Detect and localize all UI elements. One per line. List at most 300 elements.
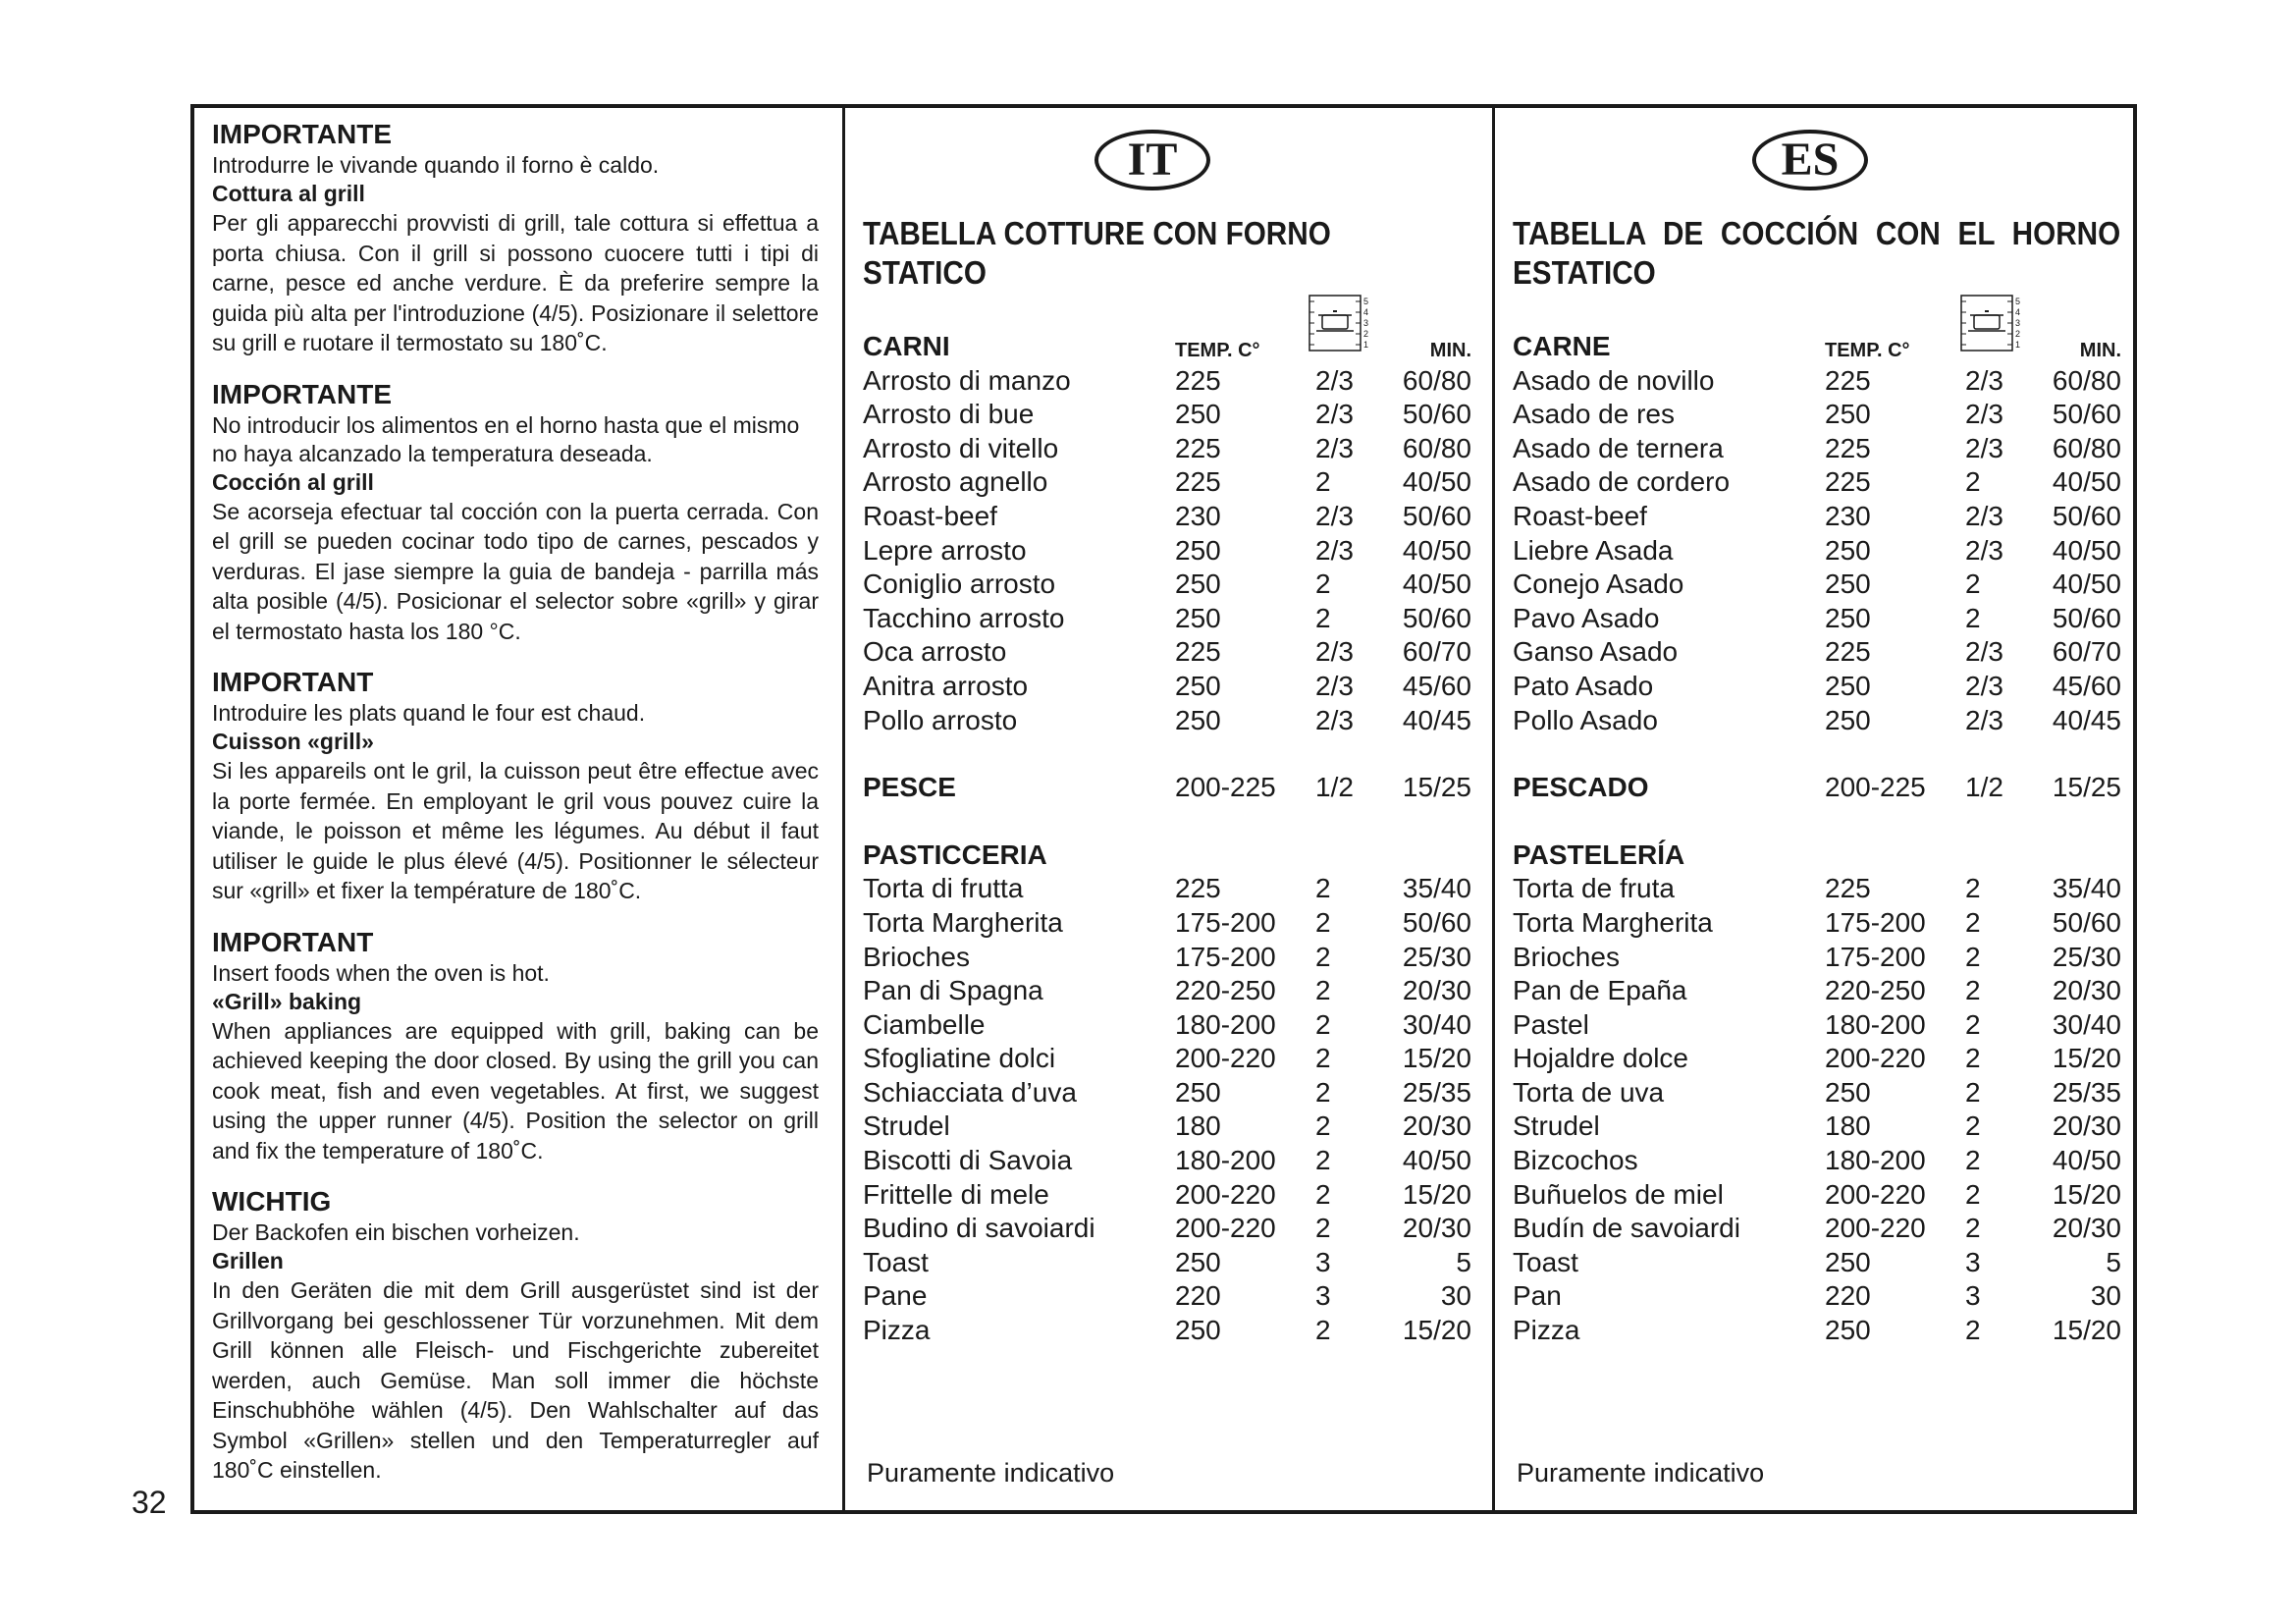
shelf-level: 1/2 <box>1315 772 1354 803</box>
note-intro: No introducir los alimentos en el horno hasta que el mismo no haya alcanzado la temperatura deseada. <box>212 411 800 466</box>
dish-name: Roast-beef <box>1513 500 1647 531</box>
table-row <box>1513 872 2121 906</box>
temperature: 225 <box>1825 432 1871 463</box>
temp-column-header: TEMP. C° <box>1175 340 1260 361</box>
note-body: In den Geräten die mit dem Grill ausgerüstet sind ist der Grillvorgang bei geschlossener Tür vorzunehmen. Mit dem Grill können alle Fleisch- und Fischgerichte zubereitet werden, auch Gemüse. Man soll immer die höchste Einschubhöhe wählen (4/5). Den Wahlschalter auf das Symbol «Grillen» stellen und den Temperaturregler auf 180˚C einstellen. <box>212 1277 819 1483</box>
temperature: 250 <box>1825 1315 1871 1346</box>
oven-level-label: 4 <box>2015 307 2021 317</box>
minutes: 30/40 <box>1402 1008 1471 1040</box>
note-body: Se acorseja efectuar tal cocción con la puerta cerrada. Con el grill se pueden cocinar todo tipo de carnes, pescados y verduras. El jase siempre la guia de bandeja - parrilla más alta posible (4/5). Posicionar el selector sobre «grill» y girar el termostato hasta los 180 °C. <box>212 498 819 644</box>
table-row <box>863 1144 1471 1178</box>
shelf-level: 2 <box>1965 1178 1981 1210</box>
table-row <box>863 432 1471 466</box>
section-heading-row <box>1513 839 2121 873</box>
notes-list <box>212 118 819 1505</box>
table-row <box>1513 974 2121 1008</box>
shelf-level: 2 <box>1315 975 1331 1006</box>
dish-name: Arrosto agnello <box>863 466 1048 498</box>
table-row <box>1513 398 2121 432</box>
spanish-table-column <box>1495 108 2137 1510</box>
notes-column <box>194 108 845 1510</box>
table-row <box>863 1246 1471 1280</box>
temperature: 250 <box>1825 1076 1871 1108</box>
dish-name: Coniglio arrosto <box>863 568 1056 600</box>
minutes: 60/70 <box>2052 636 2121 668</box>
shelf-level: 2 <box>1315 568 1331 600</box>
temperature: 220-250 <box>1825 975 1926 1006</box>
minutes: 40/50 <box>1402 1145 1471 1176</box>
shelf-level: 2/3 <box>1315 704 1354 735</box>
minutes: 40/50 <box>2052 534 2121 566</box>
table-row <box>1513 1144 2121 1178</box>
minutes: 25/30 <box>2052 941 2121 972</box>
dish-name: Torta di frutta <box>863 873 1024 904</box>
note-heading: IMPORTANTE <box>212 378 393 409</box>
shelf-level: 2/3 <box>1965 636 2003 668</box>
temperature: 250 <box>1825 1246 1871 1277</box>
footnote: Puramente indicativo <box>867 1458 1115 1488</box>
table-row <box>863 941 1471 975</box>
oven-level-label: 4 <box>1363 307 1369 317</box>
note-heading: IMPORTANTE <box>212 119 393 149</box>
dish-name: Pastel <box>1513 1008 1589 1040</box>
shelf-level: 2/3 <box>1965 432 2003 463</box>
minutes: 50/60 <box>1402 399 1471 430</box>
minutes: 20/30 <box>2052 975 2121 1006</box>
shelf-level: 2 <box>1965 466 1981 498</box>
temperature: 225 <box>1175 364 1221 396</box>
table-row <box>863 398 1471 432</box>
note-it <box>212 118 819 358</box>
shelf-level: 2 <box>1315 1076 1331 1108</box>
table-row <box>863 568 1471 602</box>
table-row <box>1513 906 2121 941</box>
shelf-level: 2 <box>1965 906 1981 938</box>
minutes: 35/40 <box>2052 873 2121 904</box>
temperature: 220 <box>1175 1280 1221 1312</box>
table-row <box>863 974 1471 1008</box>
shelf-level: 2 <box>1965 602 1981 633</box>
minutes: 15/20 <box>2052 1178 2121 1210</box>
minutes: 45/60 <box>2052 670 2121 701</box>
temperature: 180-200 <box>1825 1008 1926 1040</box>
shelf-level: 2 <box>1965 1213 1981 1244</box>
dish-name: Biscotti di Savoia <box>863 1145 1073 1176</box>
minutes: 50/60 <box>1402 602 1471 633</box>
minutes: 15/25 <box>2052 772 2121 803</box>
shelf-level: 2/3 <box>1965 704 2003 735</box>
dish-name: Asado de cordero <box>1513 466 1731 498</box>
note-intro: Introdurre le vivande quando il forno è caldo. <box>212 152 660 178</box>
table-row <box>863 872 1471 906</box>
table-row <box>1513 1042 2121 1076</box>
temperature: 200-220 <box>1175 1213 1276 1244</box>
oven-level-label: 2 <box>2015 329 2021 339</box>
shelf-level: 2/3 <box>1315 500 1354 531</box>
page-number: 32 <box>132 1485 167 1520</box>
note-es <box>212 378 819 647</box>
minutes: 25/35 <box>1402 1076 1471 1108</box>
temperature: 250 <box>1175 568 1221 600</box>
table-row <box>863 1279 1471 1314</box>
shelf-level: 2 <box>1965 1110 1981 1142</box>
shelf-level: 2 <box>1315 466 1331 498</box>
note-en <box>212 926 819 1166</box>
temperature: 230 <box>1175 500 1221 531</box>
dish-name: Arrosto di manzo <box>863 364 1071 396</box>
oven-level-label: 1 <box>1363 340 1369 350</box>
temperature: 220 <box>1825 1280 1871 1312</box>
table-row <box>863 1178 1471 1213</box>
table-title: TABELLA COTTURE CON FORNO STATICO <box>863 215 1331 291</box>
table-row <box>1513 1110 2121 1144</box>
minutes: 15/20 <box>2052 1315 2121 1346</box>
temperature: 180-200 <box>1175 1008 1276 1040</box>
temperature: 200-220 <box>1175 1178 1276 1210</box>
dish-name: Brioches <box>863 941 970 972</box>
dish-name: Asado de novillo <box>1513 364 1715 396</box>
dish-name: Pavo Asado <box>1513 602 1660 633</box>
shelf-level: 2/3 <box>1315 432 1354 463</box>
temperature: 200-225 <box>1825 772 1926 803</box>
table-row <box>1513 364 2121 399</box>
table-header-row <box>863 330 1471 364</box>
shelf-level: 2/3 <box>1315 670 1354 701</box>
dish-name: Pan di Spagna <box>863 975 1043 1006</box>
dish-name: Liebre Asada <box>1513 534 1674 566</box>
section-spacer <box>863 805 1471 839</box>
table-row <box>863 465 1471 500</box>
dish-name: Asado de res <box>1513 399 1675 430</box>
minutes: 30 <box>2090 1280 2121 1312</box>
language-badge-it: IT <box>1095 130 1210 190</box>
table-row <box>1513 1076 2121 1110</box>
shelf-level: 2/3 <box>1965 670 2003 701</box>
shelf-level: 2 <box>1315 1315 1331 1346</box>
dish-name: Strudel <box>863 1110 950 1142</box>
section-spacer <box>1513 737 2121 771</box>
table-row <box>863 364 1471 399</box>
note-heading: WICHTIG <box>212 1186 332 1217</box>
dish-name: Torta Margherita <box>863 906 1063 938</box>
dish-name: Buñuelos de miel <box>1513 1178 1724 1210</box>
temperature: 250 <box>1175 534 1221 566</box>
minutes: 40/50 <box>2052 466 2121 498</box>
dish-name: Budín de savoiardi <box>1513 1213 1740 1244</box>
section-heading: PASTELERÍA <box>1513 839 1685 870</box>
table-row <box>1513 670 2121 704</box>
table-row <box>863 906 1471 941</box>
minutes: 60/80 <box>2052 432 2121 463</box>
table-row <box>1513 1178 2121 1213</box>
minutes: 45/60 <box>1402 670 1471 701</box>
shelf-level: 3 <box>1315 1246 1331 1277</box>
dish-name: PESCADO <box>1513 772 1649 803</box>
dish-name: Pizza <box>863 1315 931 1346</box>
shelf-level: 2 <box>1965 975 1981 1006</box>
dish-name: Budino di savoiardi <box>863 1213 1095 1244</box>
temperature: 200-225 <box>1175 772 1276 803</box>
dish-name: Anitra arrosto <box>863 670 1029 701</box>
minutes: 15/20 <box>1402 1043 1471 1074</box>
note-intro: Introduire les plats quand le four est chaud. <box>212 700 646 726</box>
table-row <box>863 1212 1471 1246</box>
cooking-table <box>863 330 1471 1348</box>
minutes: 20/30 <box>1402 1213 1471 1244</box>
temperature: 225 <box>1175 873 1221 904</box>
table-header-row <box>1513 330 2121 364</box>
minutes: 30/40 <box>2052 1008 2121 1040</box>
shelf-level: 3 <box>1965 1280 1981 1312</box>
note-fr <box>212 666 819 906</box>
minutes: 60/80 <box>2052 364 2121 396</box>
temperature: 200-220 <box>1825 1213 1926 1244</box>
table-row <box>1513 1279 2121 1314</box>
oven-level-label: 3 <box>1363 318 1369 328</box>
dish-name: Strudel <box>1513 1110 1600 1142</box>
dish-name: Pollo Asado <box>1513 704 1658 735</box>
temperature: 250 <box>1825 602 1871 633</box>
dish-name: Pollo arrosto <box>863 704 1018 735</box>
shelf-level: 2 <box>1965 1043 1981 1074</box>
temperature: 175-200 <box>1825 941 1926 972</box>
shelf-level: 3 <box>1315 1280 1331 1312</box>
note-subheading: Cottura al grill <box>212 181 365 206</box>
temperature: 250 <box>1175 1076 1221 1108</box>
dish-name: Torta Margherita <box>1513 906 1713 938</box>
dish-name: Conejo Asado <box>1513 568 1684 600</box>
note-intro: Der Backofen ein bischen vorheizen. <box>212 1219 580 1245</box>
temperature: 250 <box>1175 1315 1221 1346</box>
shelf-level: 1/2 <box>1965 772 2003 803</box>
dish-name: Lepre arrosto <box>863 534 1027 566</box>
temperature: 180-200 <box>1175 1145 1276 1176</box>
shelf-level: 2/3 <box>1315 534 1354 566</box>
section-heading: CARNI <box>863 331 950 361</box>
table-row <box>1513 704 2121 738</box>
shelf-level: 2 <box>1965 1076 1981 1108</box>
table-row <box>1513 1246 2121 1280</box>
dish-name: Sfogliatine dolci <box>863 1043 1056 1074</box>
minutes: 5 <box>2106 1246 2121 1277</box>
temperature: 250 <box>1175 704 1221 735</box>
italian-table-column <box>845 108 1495 1510</box>
shelf-level: 2/3 <box>1965 364 2003 396</box>
minutes: 50/60 <box>2052 399 2121 430</box>
section-spacer <box>863 737 1471 771</box>
table-row <box>1513 1008 2121 1043</box>
table-row <box>863 635 1471 670</box>
table-row <box>863 704 1471 738</box>
dish-name: Brioches <box>1513 941 1620 972</box>
shelf-level: 2 <box>1315 1043 1331 1074</box>
minutes: 15/20 <box>2052 1043 2121 1074</box>
language-badge-es: ES <box>1752 130 1868 190</box>
minutes: 20/30 <box>2052 1110 2121 1142</box>
dish-name: Pato Asado <box>1513 670 1654 701</box>
dish-name: Pan de Epaña <box>1513 975 1687 1006</box>
minutes: 40/50 <box>1402 466 1471 498</box>
temperature: 220-250 <box>1175 975 1276 1006</box>
minutes: 20/30 <box>2052 1213 2121 1244</box>
shelf-level: 2/3 <box>1965 399 2003 430</box>
temperature: 225 <box>1175 466 1221 498</box>
minutes: 50/60 <box>2052 906 2121 938</box>
minutes: 20/30 <box>1402 975 1471 1006</box>
table-row <box>1513 432 2121 466</box>
dish-name: Pane <box>863 1280 928 1312</box>
shelf-level: 2 <box>1965 1145 1981 1176</box>
minutes: 60/80 <box>1402 364 1471 396</box>
dish-name: Asado de ternera <box>1513 432 1724 463</box>
cooking-table-frame <box>190 104 2137 1514</box>
shelf-level: 2 <box>1965 1008 1981 1040</box>
temperature: 180-200 <box>1825 1145 1926 1176</box>
temperature: 250 <box>1825 704 1871 735</box>
minutes: 20/30 <box>1402 1110 1471 1142</box>
minutes: 60/70 <box>1402 636 1471 668</box>
shelf-level: 2 <box>1965 941 1981 972</box>
minutes: 15/20 <box>1402 1178 1471 1210</box>
dish-name: Roast-beef <box>863 500 997 531</box>
note-body: When appliances are equipped with grill, baking can be achieved keeping the door closed. By using the grill you can cook meat, fish and even vegetables. At first, we suggest using the upper runner (4/5). Position the selector on grill and fix the temperature of 180˚C. <box>212 1017 819 1164</box>
shelf-level: 2 <box>1965 873 1981 904</box>
dish-name: Ganso Asado <box>1513 636 1679 668</box>
shelf-level: 2 <box>1315 873 1331 904</box>
minutes: 40/50 <box>1402 568 1471 600</box>
minutes: 60/80 <box>1402 432 1471 463</box>
oven-level-label: 2 <box>1363 329 1369 339</box>
dish-name: Hojaldre dolce <box>1513 1043 1688 1074</box>
note-heading: IMPORTANT <box>212 926 374 957</box>
shelf-level: 2 <box>1315 1110 1331 1142</box>
dish-name: Bizcochos <box>1513 1145 1638 1176</box>
temperature: 250 <box>1175 399 1221 430</box>
table-row <box>1513 941 2121 975</box>
oven-level-label: 3 <box>2015 318 2021 328</box>
table-row <box>863 1008 1471 1043</box>
temperature: 250 <box>1175 602 1221 633</box>
dish-name: Tacchino arrosto <box>863 602 1065 633</box>
dish-name: Torta de fruta <box>1513 873 1675 904</box>
dish-name: Toast <box>863 1246 929 1277</box>
dish-name: Ciambelle <box>863 1008 986 1040</box>
temperature: 175-200 <box>1175 906 1276 938</box>
note-body: Per gli apparecchi provvisti di grill, tale cottura si effettua a porta chiusa. Con il grill si possono cuocere tutti i tipi di carne, pesce ed anche verdure. È da preferire sempre la guida più alta per l'introduzione (4/5). Posizionare il selettore su grill e ruotare il termostato su 180˚C. <box>212 210 819 355</box>
dish-name: Schiacciata d’uva <box>863 1076 1077 1108</box>
temperature: 225 <box>1825 466 1871 498</box>
table-row <box>1513 602 2121 636</box>
shelf-level: 2 <box>1965 568 1981 600</box>
minutes: 5 <box>1456 1246 1471 1277</box>
section-heading: CARNE <box>1513 331 1611 361</box>
shelf-level: 2/3 <box>1965 500 2003 531</box>
section-spacer <box>1513 805 2121 839</box>
min-column-header: MIN. <box>2079 340 2121 361</box>
temperature: 200-220 <box>1825 1178 1926 1210</box>
temperature: 225 <box>1175 636 1221 668</box>
table-row <box>863 1076 1471 1110</box>
temperature: 225 <box>1175 432 1221 463</box>
note-heading: IMPORTANT <box>212 667 374 697</box>
shelf-level: 2/3 <box>1315 364 1354 396</box>
dish-name: PESCE <box>863 772 956 803</box>
dish-name: Frittelle di mele <box>863 1178 1049 1210</box>
note-intro: Insert foods when the oven is hot. <box>212 959 550 986</box>
shelf-level: 2/3 <box>1315 636 1354 668</box>
temperature: 230 <box>1825 500 1871 531</box>
temperature: 250 <box>1825 670 1871 701</box>
table-row <box>1513 635 2121 670</box>
table-row <box>1513 771 2121 805</box>
minutes: 40/45 <box>2052 704 2121 735</box>
temperature: 225 <box>1825 636 1871 668</box>
minutes: 50/60 <box>2052 500 2121 531</box>
table-row <box>1513 465 2121 500</box>
footnote: Puramente indicativo <box>1517 1458 1765 1488</box>
oven-level-label: 1 <box>2015 340 2021 350</box>
note-subheading: «Grill» baking <box>212 988 362 1014</box>
temperature: 250 <box>1175 670 1221 701</box>
section-heading: PASTICCERIA <box>863 839 1047 870</box>
minutes: 15/25 <box>1402 772 1471 803</box>
shelf-level: 2 <box>1315 906 1331 938</box>
minutes: 40/50 <box>1402 534 1471 566</box>
table-row <box>1513 1212 2121 1246</box>
temperature: 250 <box>1825 534 1871 566</box>
shelf-level: 2 <box>1315 1008 1331 1040</box>
note-de <box>212 1185 819 1486</box>
table-row <box>1513 500 2121 534</box>
table-row <box>863 1110 1471 1144</box>
table-row <box>1513 568 2121 602</box>
note-subheading: Cuisson «grill» <box>212 729 374 754</box>
dish-name: Torta de uva <box>1513 1076 1665 1108</box>
dish-name: Oca arrosto <box>863 636 1007 668</box>
table-row <box>1513 534 2121 568</box>
table-row <box>863 771 1471 805</box>
minutes: 50/60 <box>1402 500 1471 531</box>
temperature: 175-200 <box>1825 906 1926 938</box>
temperature: 225 <box>1825 873 1871 904</box>
table-title: TABELLA DE COCCIÓN CON EL HORNO ESTATICO <box>1513 215 2121 291</box>
minutes: 40/45 <box>1402 704 1471 735</box>
temp-column-header: TEMP. C° <box>1825 340 1910 361</box>
minutes: 30 <box>1440 1280 1471 1312</box>
minutes: 50/60 <box>2052 602 2121 633</box>
table-row <box>863 602 1471 636</box>
cooking-table <box>1513 330 2121 1348</box>
dish-name: Pan <box>1513 1280 1562 1312</box>
dish-name: Arrosto di vitello <box>863 432 1059 463</box>
minutes: 50/60 <box>1402 906 1471 938</box>
shelf-level: 2/3 <box>1965 534 2003 566</box>
dish-name: Toast <box>1513 1246 1578 1277</box>
temperature: 180 <box>1175 1110 1221 1142</box>
shelf-level: 2 <box>1315 941 1331 972</box>
note-subheading: Cocción al grill <box>212 468 374 495</box>
temperature: 250 <box>1825 399 1871 430</box>
dish-name: Pizza <box>1513 1315 1580 1346</box>
minutes: 25/35 <box>2052 1076 2121 1108</box>
temperature: 180 <box>1825 1110 1871 1142</box>
minutes: 35/40 <box>1402 873 1471 904</box>
table-row <box>863 534 1471 568</box>
minutes: 40/50 <box>2052 568 2121 600</box>
temperature: 250 <box>1175 1246 1221 1277</box>
shelf-level: 2 <box>1315 1213 1331 1244</box>
shelf-level: 2 <box>1315 1145 1331 1176</box>
